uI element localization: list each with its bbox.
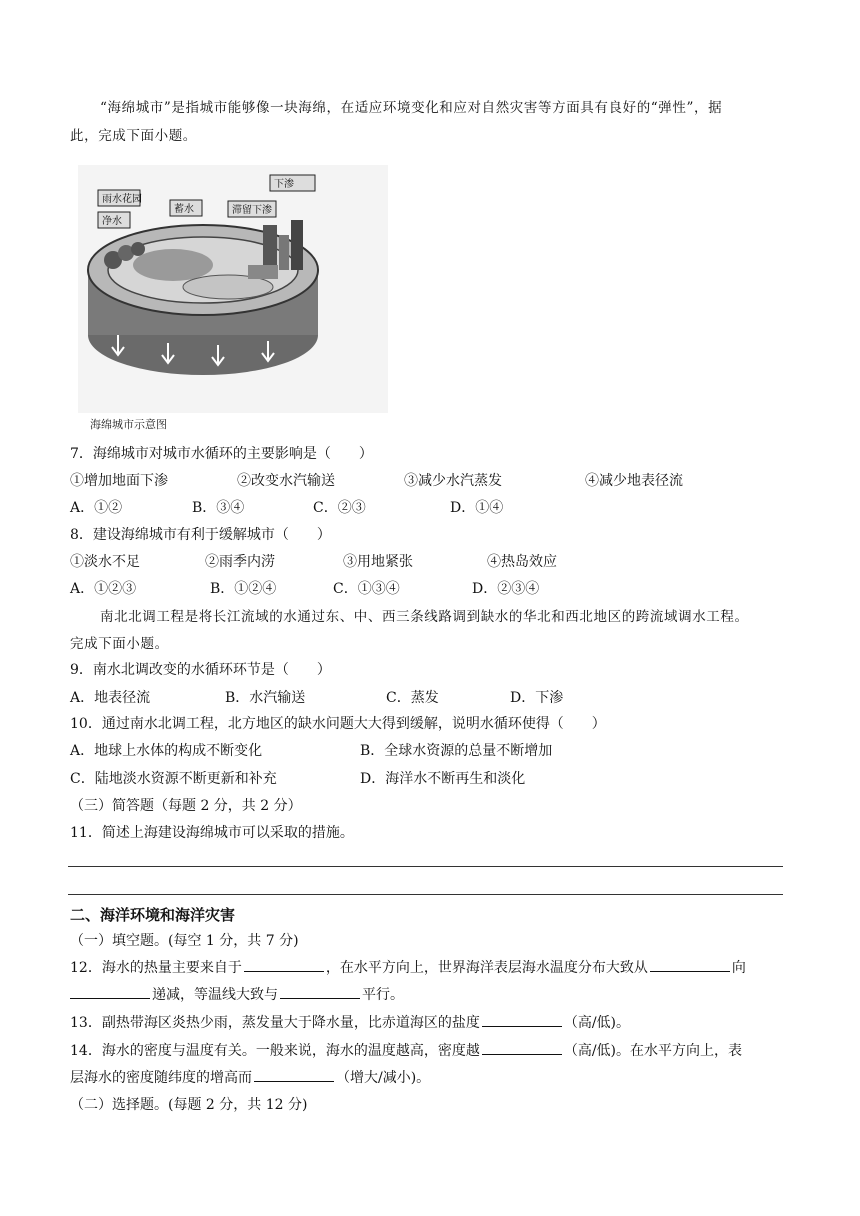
- q9-option-d[interactable]: D．下渗: [510, 690, 564, 706]
- q8-item-2: ②雨季内涝: [205, 554, 275, 570]
- intro2-line-1: 南北北调工程是将长江流域的水通过东、中、西三条线路调到缺水的华北和西北地区的跨流域调水工程。: [100, 609, 749, 625]
- q12-blank-3[interactable]: [70, 984, 150, 999]
- q12-blank-1[interactable]: [244, 957, 324, 972]
- q8-item-3: ③用地紧张: [343, 554, 413, 570]
- q14-text-a: 14．海水的密度与温度有关。一般来说，海水的温度越高，密度越: [70, 1043, 480, 1059]
- intro-line-1: “海绵城市”是指城市能够像一块海绵，在适应环境变化和应对自然灾害等方面具有良好的“弹性”，据: [100, 100, 723, 116]
- part2-fill-title: （一）填空题。(每空 1 分，共 7 分): [70, 933, 299, 949]
- q14-blank-1[interactable]: [482, 1040, 562, 1055]
- q14-text-c: 层海水的密度随纬度的增高而: [70, 1070, 252, 1086]
- q12-text-d: 递减，等温线大致与: [152, 987, 278, 1003]
- q13-text-b: （高/低)。: [563, 1015, 631, 1031]
- q7-item-2: ②改变水汽输送: [237, 473, 335, 489]
- q11-stem: 11．简述上海建设海绵城市可以采取的措施。: [70, 825, 354, 841]
- q9-option-a[interactable]: A．地表径流: [70, 690, 151, 706]
- figure-label-4: 下渗: [274, 179, 294, 190]
- q12-blank-2[interactable]: [650, 957, 730, 972]
- q14-line-2: [70, 1067, 790, 1089]
- q13-line: [70, 1012, 790, 1034]
- q10-option-a[interactable]: A．地球上水体的构成不断变化: [70, 743, 263, 759]
- q13-blank[interactable]: [482, 1012, 562, 1027]
- figure-label-5: 滞留下渗: [232, 205, 272, 216]
- q12-text-a: 12．海水的热量主要来自于: [70, 960, 242, 976]
- q12-text-e: 平行。: [362, 987, 404, 1003]
- q8-stem: 8．建设海绵城市有利于缓解城市（ ）: [70, 527, 331, 543]
- q12-text-b: ，在水平方向上，世界海洋表层海水温度分布大致从: [325, 960, 648, 976]
- q7-item-1: ①增加地面下渗: [70, 473, 168, 489]
- part2-choice-title: （二）选择题。(每题 2 分，共 12 分): [70, 1097, 308, 1113]
- figure-label-3: 蓄水: [174, 204, 194, 215]
- q12-blank-4[interactable]: [280, 984, 360, 999]
- section-3-title: （三）简答题（每题 2 分，共 2 分）: [70, 798, 302, 814]
- q8-option-c[interactable]: C．①③④: [333, 581, 400, 597]
- q9-option-b[interactable]: B．水汽输送: [225, 690, 306, 706]
- q14-line-1: [70, 1040, 790, 1062]
- q8-option-d[interactable]: D．②③④: [472, 581, 540, 597]
- q8-option-b[interactable]: B．①②④: [210, 581, 277, 597]
- q12-text-c: 向: [731, 960, 746, 976]
- q9-stem: 9．南水北调改变的水循环环节是（ ）: [70, 662, 331, 678]
- sponge-city-figure: [78, 165, 388, 413]
- q7-item-3: ③减少水汽蒸发: [404, 473, 502, 489]
- figure-label-1: 雨水花园: [102, 194, 142, 205]
- q7-item-4: ④减少地表径流: [585, 473, 683, 489]
- part2-title: 二、海洋环境和海洋灾害: [70, 906, 236, 924]
- q8-option-a[interactable]: A．①②③: [70, 581, 137, 597]
- q12-line-2: [70, 984, 790, 1006]
- q14-text-d: （增大/减小)。: [336, 1070, 431, 1086]
- answer-line-2[interactable]: [68, 894, 783, 895]
- q14-blank-2[interactable]: [254, 1067, 334, 1082]
- q7-option-d[interactable]: D．①④: [450, 500, 504, 516]
- q7-option-a[interactable]: A．①②: [70, 500, 123, 516]
- answer-line-1[interactable]: [68, 866, 783, 867]
- q8-item-1: ①淡水不足: [70, 554, 140, 570]
- q7-option-c[interactable]: C．②③: [313, 500, 366, 516]
- q7-option-b[interactable]: B．③④: [192, 500, 245, 516]
- figure-caption: 海绵城市示意图: [90, 418, 167, 431]
- q7-stem: 7．海绵城市对城市水循环的主要影响是（ ）: [70, 446, 373, 462]
- q10-option-c[interactable]: C．陆地淡水资源不断更新和补充: [70, 771, 277, 787]
- q8-item-4: ④热岛效应: [487, 554, 557, 570]
- q9-option-c[interactable]: C．蒸发: [386, 690, 439, 706]
- q10-option-d[interactable]: D．海洋水不断再生和淡化: [360, 771, 526, 787]
- figure-label-2: 净水: [102, 216, 122, 227]
- q13-text-a: 13．副热带海区炎热少雨，蒸发量大于降水量，比赤道海区的盐度: [70, 1015, 480, 1031]
- q14-text-b: （高/低)。在水平方向上，表: [563, 1043, 743, 1059]
- q12-line-1: [70, 957, 790, 979]
- q10-stem: 10．通过南水北调工程，北方地区的缺水问题大大得到缓解，说明水循环使得（ ）: [70, 716, 606, 732]
- intro2-line-2: 完成下面小题。: [70, 636, 169, 652]
- q10-option-b[interactable]: B．全球水资源的总量不断增加: [360, 743, 553, 759]
- intro-line-2: 此，完成下面小题。: [70, 128, 197, 144]
- sponge-city-illustration: [78, 165, 388, 413]
